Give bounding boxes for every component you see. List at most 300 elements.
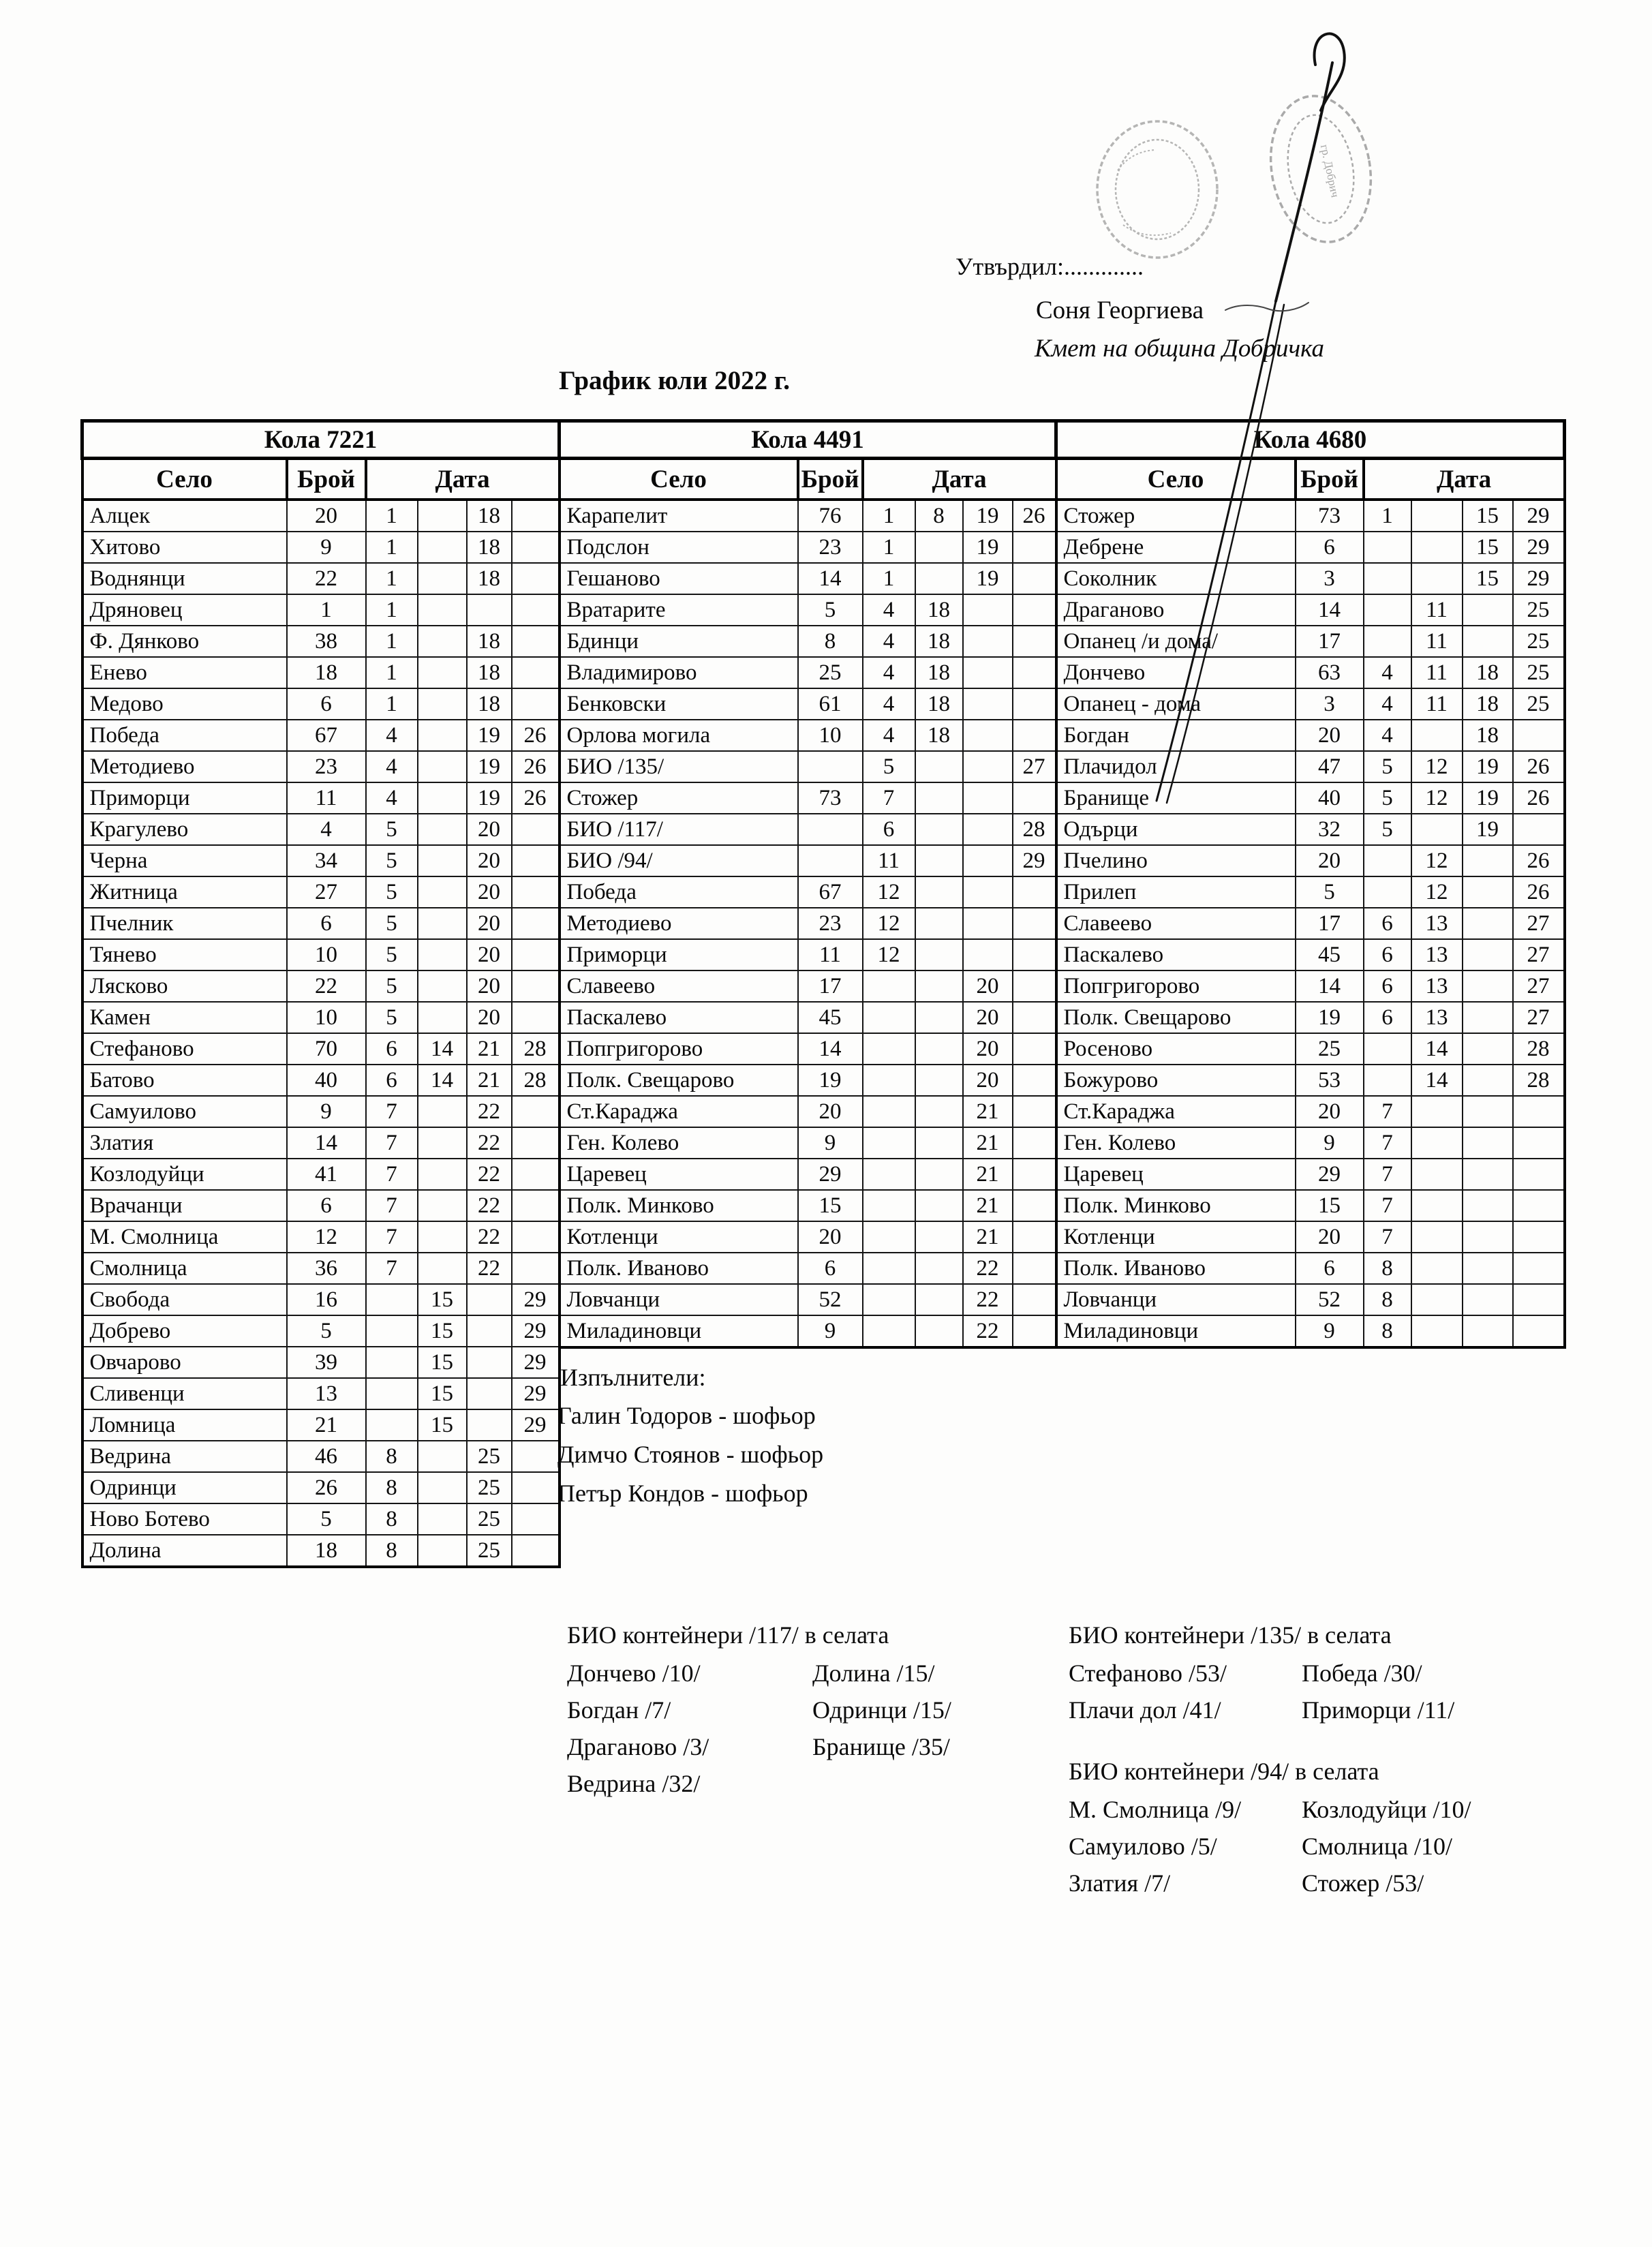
date-cell: 5 [1364, 782, 1411, 814]
table-row [82, 688, 560, 720]
date-cell: 25 [467, 1472, 512, 1503]
date-cell: 29 [512, 1347, 560, 1378]
date-cell [1463, 1002, 1513, 1033]
date-cell: 8 [1364, 1253, 1411, 1284]
date-cell: 1 [366, 563, 418, 594]
count-cell: 5 [798, 594, 863, 626]
date-cell: 12 [863, 908, 915, 939]
date-cell: 15 [1463, 500, 1513, 532]
date-cell: 14 [418, 1033, 467, 1065]
village-cell: Долина [82, 1535, 287, 1567]
table-row [82, 1347, 560, 1378]
date-cell: 4 [366, 782, 418, 814]
table-row [82, 1441, 560, 1472]
table-row [82, 845, 560, 876]
date-cell [863, 1096, 915, 1127]
village-cell: Полк. Свещарово [560, 1065, 798, 1096]
village-cell: Победа [82, 720, 287, 751]
table-row [82, 1159, 560, 1190]
date-cell: 12 [1411, 876, 1463, 908]
date-cell: 5 [366, 845, 418, 876]
date-cell: 20 [467, 814, 512, 845]
date-cell: 13 [1411, 970, 1463, 1002]
table-row [82, 1033, 560, 1065]
date-cell [1411, 563, 1463, 594]
date-cell: 1 [863, 532, 915, 563]
date-cell: 5 [366, 939, 418, 970]
date-cell: 6 [863, 814, 915, 845]
date-cell [1411, 1096, 1463, 1127]
village-cell: Попгригорово [560, 1033, 798, 1065]
date-cell: 19 [467, 751, 512, 782]
date-cell: 12 [1411, 845, 1463, 876]
village-cell: Драганово [1056, 594, 1296, 626]
date-cell: 7 [863, 782, 915, 814]
date-cell [915, 876, 963, 908]
table-row [82, 1002, 560, 1033]
count-cell: 53 [1296, 1065, 1364, 1096]
table-row [1056, 720, 1565, 751]
village-cell: Царевец [560, 1159, 798, 1190]
date-cell [963, 782, 1013, 814]
count-cell: 5 [287, 1503, 366, 1535]
count-cell: 20 [798, 1096, 863, 1127]
count-cell: 67 [287, 720, 366, 751]
date-cell: 11 [1411, 688, 1463, 720]
table-row [1056, 1315, 1565, 1347]
date-cell: 20 [963, 1002, 1013, 1033]
count-cell: 27 [287, 876, 366, 908]
date-cell [863, 1159, 915, 1190]
date-cell: 8 [366, 1441, 418, 1472]
column-header-date: Дата [1364, 459, 1565, 500]
date-cell: 14 [418, 1065, 467, 1096]
date-cell [1513, 1096, 1565, 1127]
village-cell: Одърци [1056, 814, 1296, 845]
village-cell: Ловчанци [560, 1284, 798, 1315]
count-cell: 13 [287, 1378, 366, 1409]
date-cell: 4 [863, 720, 915, 751]
table-row [560, 876, 1056, 908]
approver-role: Кмет на община Добричка [1035, 335, 1325, 363]
count-cell: 15 [798, 1190, 863, 1221]
date-cell [915, 1127, 963, 1159]
date-cell [1463, 845, 1513, 876]
date-cell [512, 970, 560, 1002]
count-cell: 18 [287, 1535, 366, 1567]
count-cell: 20 [1296, 1221, 1364, 1253]
count-cell: 36 [287, 1253, 366, 1284]
date-cell: 4 [1364, 688, 1411, 720]
date-cell [1463, 908, 1513, 939]
count-cell: 20 [1296, 845, 1364, 876]
date-cell: 29 [1013, 845, 1056, 876]
bio-item: Стефаново /53/ [1069, 1660, 1227, 1687]
village-cell: Овчарово [82, 1347, 287, 1378]
table-row [1056, 563, 1565, 594]
date-cell: 5 [1364, 751, 1411, 782]
date-cell: 18 [915, 720, 963, 751]
village-cell: БИО /94/ [560, 845, 798, 876]
date-cell [512, 626, 560, 657]
village-cell: Ломница [82, 1409, 287, 1441]
count-cell: 23 [798, 908, 863, 939]
date-cell: 26 [1513, 782, 1565, 814]
date-cell: 7 [366, 1221, 418, 1253]
date-cell [418, 751, 467, 782]
count-cell: 52 [1296, 1284, 1364, 1315]
date-cell [418, 1002, 467, 1033]
date-cell [915, 782, 963, 814]
date-cell: 26 [1513, 876, 1565, 908]
table-row [1056, 782, 1565, 814]
date-cell: 26 [1013, 500, 1056, 532]
date-cell [1013, 657, 1056, 688]
date-cell: 29 [512, 1378, 560, 1409]
date-cell [512, 1253, 560, 1284]
village-cell: Лясково [82, 970, 287, 1002]
village-cell: Одринци [82, 1472, 287, 1503]
table-row [560, 1065, 1056, 1096]
date-cell: 4 [863, 688, 915, 720]
date-cell [1463, 1159, 1513, 1190]
date-cell: 1 [1364, 500, 1411, 532]
date-cell: 29 [512, 1315, 560, 1347]
date-cell [418, 594, 467, 626]
approver-name: Соня Георгиева [1036, 296, 1204, 324]
village-cell: Попгригорово [1056, 970, 1296, 1002]
date-cell [1411, 1284, 1463, 1315]
count-cell: 10 [287, 1002, 366, 1033]
date-cell: 22 [963, 1315, 1013, 1347]
date-cell [512, 1159, 560, 1190]
date-cell [1013, 594, 1056, 626]
executor-item: Димчо Стоянов - шофьор [557, 1441, 824, 1468]
date-cell: 12 [1411, 782, 1463, 814]
date-cell: 18 [467, 657, 512, 688]
date-cell: 7 [1364, 1190, 1411, 1221]
date-cell: 27 [1513, 939, 1565, 970]
date-cell [915, 1159, 963, 1190]
date-cell: 27 [1513, 970, 1565, 1002]
count-cell: 16 [287, 1284, 366, 1315]
village-cell: Божурово [1056, 1065, 1296, 1096]
table-row [560, 908, 1056, 939]
date-cell: 26 [1513, 845, 1565, 876]
date-cell: 19 [467, 720, 512, 751]
count-cell: 46 [287, 1441, 366, 1472]
date-cell: 25 [467, 1503, 512, 1535]
village-cell: Златия [82, 1127, 287, 1159]
date-cell: 12 [863, 876, 915, 908]
table-row [82, 1253, 560, 1284]
village-cell: Алцек [82, 500, 287, 532]
bio-item: М. Смолница /9/ [1069, 1796, 1242, 1823]
date-cell [915, 939, 963, 970]
date-cell [1463, 626, 1513, 657]
table-row [560, 688, 1056, 720]
date-cell: 4 [366, 751, 418, 782]
table-row [560, 1253, 1056, 1284]
village-cell: Ген. Колево [560, 1127, 798, 1159]
date-cell: 1 [366, 594, 418, 626]
date-cell [512, 814, 560, 845]
date-cell [1411, 1190, 1463, 1221]
date-cell [1013, 720, 1056, 751]
table-row [1056, 1221, 1565, 1253]
date-cell [512, 500, 560, 532]
date-cell [512, 1441, 560, 1472]
date-cell: 19 [467, 782, 512, 814]
date-cell [512, 1096, 560, 1127]
date-cell [863, 1221, 915, 1253]
date-cell: 20 [467, 939, 512, 970]
table-row [82, 1221, 560, 1253]
date-cell: 21 [963, 1096, 1013, 1127]
village-cell: Полк. Свещарово [1056, 1002, 1296, 1033]
date-cell: 6 [1364, 939, 1411, 970]
date-cell [1364, 876, 1411, 908]
count-cell: 45 [1296, 939, 1364, 970]
date-cell [418, 720, 467, 751]
date-cell [418, 1159, 467, 1190]
date-cell [512, 563, 560, 594]
table-row [560, 657, 1056, 688]
village-cell: Методиево [560, 908, 798, 939]
count-cell: 5 [287, 1315, 366, 1347]
village-cell: БИО /135/ [560, 751, 798, 782]
table-row [82, 939, 560, 970]
date-cell: 1 [863, 500, 915, 532]
count-cell: 14 [1296, 970, 1364, 1002]
date-cell: 8 [1364, 1284, 1411, 1315]
count-cell: 40 [287, 1065, 366, 1096]
date-cell [1513, 1284, 1565, 1315]
date-cell [418, 1127, 467, 1159]
date-cell [963, 720, 1013, 751]
table-row [1056, 1033, 1565, 1065]
village-cell: Полк. Иваново [560, 1253, 798, 1284]
bio-item: Победа /30/ [1302, 1660, 1422, 1687]
date-cell [1013, 1284, 1056, 1315]
date-cell [512, 908, 560, 939]
date-cell: 7 [1364, 1096, 1411, 1127]
date-cell: 11 [1411, 657, 1463, 688]
bio-item: Богдан /7/ [567, 1696, 671, 1724]
date-cell [963, 657, 1013, 688]
date-cell: 1 [366, 500, 418, 532]
date-cell [512, 939, 560, 970]
date-cell [863, 1127, 915, 1159]
date-cell: 6 [366, 1033, 418, 1065]
date-cell [1513, 1159, 1565, 1190]
date-cell [963, 626, 1013, 657]
date-cell [1364, 532, 1411, 563]
date-cell [1463, 1190, 1513, 1221]
table-row [560, 845, 1056, 876]
date-cell [1463, 1284, 1513, 1315]
date-cell: 5 [366, 970, 418, 1002]
table-row [82, 1409, 560, 1441]
count-cell: 6 [287, 908, 366, 939]
village-cell: Дончево [1056, 657, 1296, 688]
date-cell [512, 1002, 560, 1033]
date-cell [915, 970, 963, 1002]
table-row [82, 1535, 560, 1567]
date-cell [418, 657, 467, 688]
date-cell [1463, 1253, 1513, 1284]
count-cell: 21 [287, 1409, 366, 1441]
schedule-table-Кола-4680 [1054, 419, 1566, 1349]
date-cell [915, 1002, 963, 1033]
table-row [1056, 1159, 1565, 1190]
bio-item: Стожер /53/ [1302, 1869, 1424, 1897]
date-cell [1013, 908, 1056, 939]
date-cell [1411, 1127, 1463, 1159]
count-cell: 38 [287, 626, 366, 657]
date-cell: 15 [1463, 532, 1513, 563]
schedule-table-Кола-7221 [80, 419, 561, 1568]
count-cell: 76 [798, 500, 863, 532]
date-cell: 8 [366, 1472, 418, 1503]
count-cell: 22 [287, 970, 366, 1002]
village-cell: Приморци [560, 939, 798, 970]
date-cell: 28 [512, 1065, 560, 1096]
date-cell [418, 845, 467, 876]
date-cell: 7 [366, 1253, 418, 1284]
date-cell: 11 [1411, 594, 1463, 626]
table-row [82, 1315, 560, 1347]
date-cell [418, 1441, 467, 1472]
date-cell [1463, 1033, 1513, 1065]
date-cell [366, 1409, 418, 1441]
date-cell: 15 [1463, 563, 1513, 594]
table-title: Кола 7221 [82, 421, 560, 459]
count-cell: 61 [798, 688, 863, 720]
date-cell: 22 [467, 1096, 512, 1127]
table-row [82, 594, 560, 626]
date-cell: 28 [512, 1033, 560, 1065]
date-cell [467, 1409, 512, 1441]
count-cell: 9 [798, 1127, 863, 1159]
village-cell: Ст.Караджа [1056, 1096, 1296, 1127]
date-cell [863, 1284, 915, 1315]
date-cell [1411, 1221, 1463, 1253]
date-cell [1411, 720, 1463, 751]
date-cell [418, 1096, 467, 1127]
table-row [560, 782, 1056, 814]
count-cell: 47 [1296, 751, 1364, 782]
count-cell: 9 [1296, 1315, 1364, 1347]
village-cell: Паскалево [1056, 939, 1296, 970]
date-cell [863, 1315, 915, 1347]
table-row [1056, 1253, 1565, 1284]
count-cell: 73 [1296, 500, 1364, 532]
date-cell: 19 [1463, 814, 1513, 845]
date-cell: 1 [863, 563, 915, 594]
village-cell: Соколник [1056, 563, 1296, 594]
date-cell [915, 751, 963, 782]
village-cell: Ф. Дянково [82, 626, 287, 657]
village-cell: Ново Ботево [82, 1503, 287, 1535]
date-cell [512, 876, 560, 908]
bio-item: Смолница /10/ [1302, 1833, 1453, 1860]
date-cell: 21 [963, 1127, 1013, 1159]
bio-item: Долина /15/ [812, 1660, 935, 1687]
date-cell [1513, 1253, 1565, 1284]
count-cell: 10 [798, 720, 863, 751]
date-cell [1463, 594, 1513, 626]
date-cell: 20 [467, 970, 512, 1002]
village-cell: Славеево [560, 970, 798, 1002]
village-cell: Полк. Минково [1056, 1190, 1296, 1221]
table-row [560, 626, 1056, 657]
count-cell: 34 [287, 845, 366, 876]
table-row [1056, 532, 1565, 563]
count-cell [798, 814, 863, 845]
date-cell [1013, 970, 1056, 1002]
village-cell: Воднянци [82, 563, 287, 594]
date-cell: 8 [366, 1503, 418, 1535]
table-row [1056, 876, 1565, 908]
count-cell: 20 [287, 500, 366, 532]
village-cell: Богдан [1056, 720, 1296, 751]
count-cell: 23 [798, 532, 863, 563]
count-cell: 6 [798, 1253, 863, 1284]
date-cell [512, 1535, 560, 1567]
table-title: Кола 4680 [1056, 421, 1565, 459]
date-cell [418, 876, 467, 908]
date-cell [915, 1065, 963, 1096]
date-cell: 27 [1513, 908, 1565, 939]
table-row [1056, 1065, 1565, 1096]
village-cell: Врачанци [82, 1190, 287, 1221]
table-row [1056, 814, 1565, 845]
count-cell: 9 [1296, 1127, 1364, 1159]
date-cell: 18 [467, 500, 512, 532]
village-cell: Карапелит [560, 500, 798, 532]
executor-item: Галин Тодоров - шофьор [557, 1402, 816, 1429]
village-cell: М. Смолница [82, 1221, 287, 1253]
date-cell [418, 1535, 467, 1567]
date-cell: 18 [467, 688, 512, 720]
executors-title: Изпълнители: [560, 1364, 706, 1391]
table-row [1056, 1096, 1565, 1127]
table-title: Кола 4491 [560, 421, 1056, 459]
date-cell [963, 939, 1013, 970]
date-cell [1013, 1065, 1056, 1096]
date-cell [512, 532, 560, 563]
bio-item: Дончево /10/ [567, 1660, 701, 1687]
date-cell [1364, 1033, 1411, 1065]
date-cell: 5 [863, 751, 915, 782]
date-cell [1013, 626, 1056, 657]
round-stamp-icon [1097, 121, 1217, 258]
date-cell [512, 688, 560, 720]
date-cell [467, 1378, 512, 1409]
table-row [560, 1096, 1056, 1127]
table-row [560, 939, 1056, 970]
page-title: График юли 2022 г. [559, 366, 790, 395]
date-cell [1013, 939, 1056, 970]
date-cell: 22 [467, 1253, 512, 1284]
date-cell [1013, 782, 1056, 814]
village-cell: Миладиновци [1056, 1315, 1296, 1347]
count-cell: 67 [798, 876, 863, 908]
date-cell: 4 [366, 720, 418, 751]
date-cell [963, 876, 1013, 908]
date-cell: 13 [1411, 908, 1463, 939]
